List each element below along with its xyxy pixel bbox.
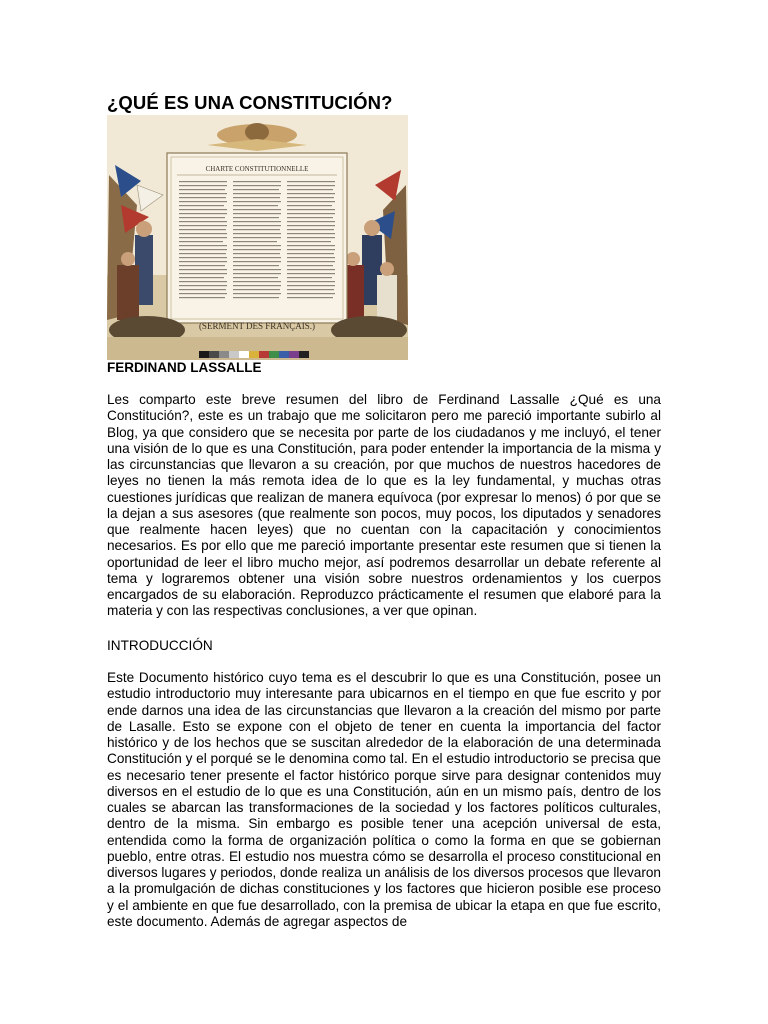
charte-header-text: CHARTE CONSTITUTIONNELLE [205,165,309,173]
charte-illustration [107,115,408,360]
author-name: FERDINAND LASSALLE [107,360,262,375]
charte-caption-text: (SERMENT DES FRANÇAIS.) [198,321,316,331]
charte-constitutionnelle-image [107,115,408,360]
page-title: ¿QUÉ ES UNA CONSTITUCIÓN? [107,92,393,113]
introduccion-paragraph: Este Documento histórico cuyo tema es el descubrir lo que es una Constitución, posee un estudio introductorio muy interesante para ubicarnos en el tiempo en que fue escrito y por ende darnos una idea de las circunstancias que llevaron a la creación del mismo por parte de Lasalle. Esto se expone con el objeto de tener en cuenta la importancia del factor histórico y de los hechos que se suscitan alrededor de la elaboración de una determinada Constitución y el porqué se le denomina como tal. En el estudio introductorio se precisa que es necesario tener presente el factor histórico porque sirve para designar contenidos muy diversos en el estudio de lo que es una Constitución, aún en un mismo país, dentro de los cuales se abarcan las transformaciones de la sociedad y los factores políticos culturales, dentro de la misma. Sin embargo es posible tener una acepción universal de esta, entendida como la forma de organización política o como la forma en que se gobiernan pueblo, entre otras. El estudio nos muestra cómo se desarrolla el proceso constitucional en diversos lugares y periodos, donde realiza un análisis de los diversos procesos que llevaron a la promulgación de dichas constituciones y los factores que hicieron posible ese proceso y el ambiente en que fue desarrollado, con la premisa de ubicar la etapa en que fue escrito, este documento. Además de agregar aspectos de [107,670,661,929]
intro-paragraph: Les comparto este breve resumen del libro de Ferdinand Lassalle ¿Qué es una Constitución?, este es un trabajo que me solicitaron pero me pareció importante subirlo al Blog, ya que considero que se necesita por parte de los ciudadanos y me incluyó, el tener una visión de lo que es una Constitución, para poder entender la importancia de la misma y las circunstancias que llevaron a su creación, por que muchos de nuestros hacedores de leyes no tienen la más remota idea de lo que es la ley fundamental, y muchas otras cuestiones jurídicas que realizan de manera equívoca (por expresar lo menos) ó por que se la dejan a sus asesores (que realmente son pocos, muy pocos, los diputados y senadores que realmente hacen leyes) que no cuentan con la capacitación y conocimientos necesarios. Es por ello que me pareció importante presentar este resumen que si tienen la oportunidad de leer el libro mucho mejor, así podremos desarrollar un debate referente al tema y lograremos obtener una visión sobre nuestros ordenamientos y los cuerpos encargados de su elaboración. Reproduzco prácticamente el resumen que elaboré para la materia y con las respectivas conclusiones, a ver que opinan. [107,392,661,619]
section-heading-introduccion: INTRODUCCIÓN [107,638,213,653]
